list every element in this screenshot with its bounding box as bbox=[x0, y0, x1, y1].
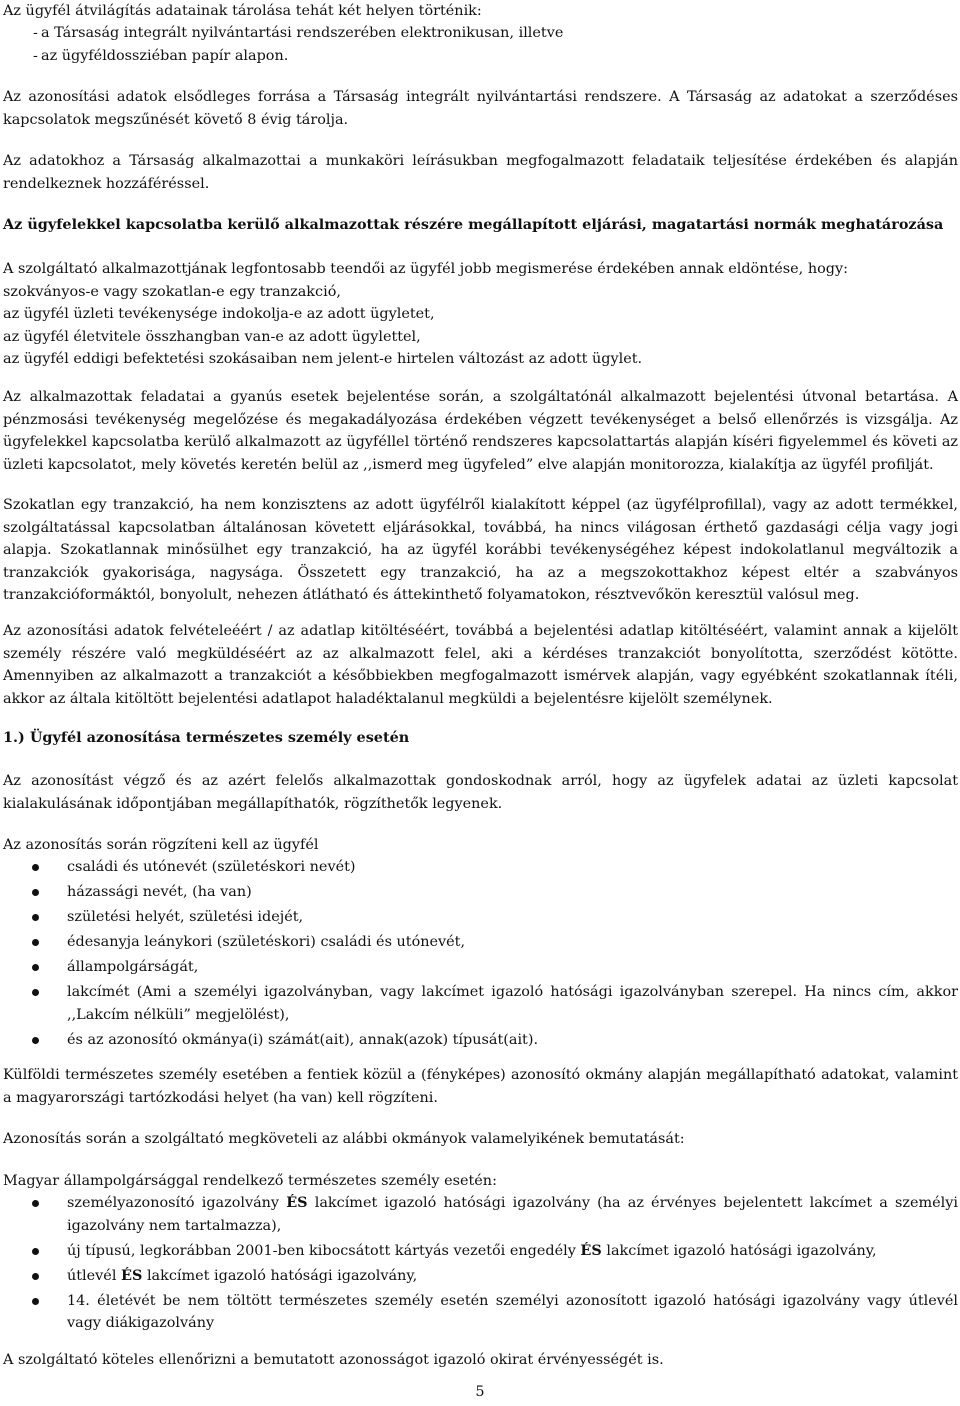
list-item: állampolgárságát, bbox=[0, 956, 958, 979]
list-item: lakcímét (Ami a személyi igazolványban, vagy lakcímet igazoló hatósági igazolványban szerepel. Ha nincs cím, akkor ,,Lakcím nélküli” megjelölést), bbox=[0, 981, 958, 1026]
bullet-icon bbox=[32, 989, 39, 996]
norms-line: az ügyfél életvitele összhangban van-e az adott ügylettel, bbox=[3, 328, 421, 345]
list-item: új típusú, legkorábban 2001-ben kibocsátott kártyás vezetői engedély ÉS lakcímet igazoló hatósági igazolvány, bbox=[0, 1240, 958, 1263]
hungarian-citizen-lead: Magyar állampolgársággal rendelkező természetes személy esetén: bbox=[3, 1173, 497, 1189]
foreign-person-paragraph: Külföldi természetes személy esetében a fentiek közül a (fényképes) azonosító okmány alapján megállapítható adatokat, valamint a magyarországi tartózkodási helyet (ha van) kell rögzíteni. bbox=[3, 1067, 958, 1106]
bullet-icon bbox=[32, 939, 39, 946]
bullet-icon bbox=[32, 889, 39, 896]
list-item: házassági nevét, (ha van) bbox=[0, 881, 958, 904]
norms-line: az ügyfél eddigi befektetési szokásaiban nem jelent-e hirtelen változást az adott ügylet. bbox=[3, 351, 643, 368]
bullet-icon bbox=[32, 914, 39, 921]
intro-lead: Az ügyfél átvilágítás adatainak tárolása tehát két helyen történik: bbox=[3, 3, 482, 19]
bullet-icon bbox=[32, 1273, 39, 1280]
bullet-icon bbox=[32, 1200, 39, 1207]
norms-block bbox=[3, 258, 958, 371]
list-item: személyazonosító igazolvány ÉS lakcímet igazoló hatósági igazolvány (ha az érvényes bejelentett lakcímet a személyi igazolvány nem tartalmazza), bbox=[0, 1192, 958, 1237]
duties-paragraph: Az alkalmazottak feladatai a gyanús esetek bejelentése során, a szolgáltatónál alkalmazott bejelentési útvonal betartása. A pénzmosási tevékenység megelőzése és megakadályozása érdekében végzett tevékenységet a belső ellenőrzés is vizsgálja. Az ügyfelekkel kapcsolatba kerülő alkalmazott az ügyféllel történő rendszeres kapcsolattartás alapján kíséri figyelemmel és követi az üzleti kapcsolatot, mely követés keretén belül az ,,ismerd meg ügyfeled” elve alapján monitorozza, kialakítja az ügyfél profilját. bbox=[3, 389, 958, 473]
bullet-icon bbox=[32, 1037, 39, 1044]
norms-heading: Az ügyfelekkel kapcsolatba kerülő alkalmazottak részére megállapított eljárási, magatartási normák meghatározása bbox=[3, 216, 944, 233]
page-number: 5 bbox=[475, 1384, 485, 1400]
dash-item: - az ügyféldossziéban papír alapon. bbox=[33, 47, 289, 64]
storage-dash-list bbox=[3, 22, 958, 67]
documents-list bbox=[0, 1192, 958, 1338]
record-lead: Az azonosítás során rögzíteni kell az ügyfél bbox=[3, 837, 319, 853]
dash-item: - a Társaság integrált nyilvántartási rendszerében elektronikusan, illetve bbox=[33, 25, 564, 41]
natural-person-heading: 1.) Ügyfél azonosítása természetes személy esetén bbox=[3, 729, 410, 746]
access-paragraph: Az adatokhoz a Társaság alkalmazottai a munkaköri leírásukban megfogalmazott feladataik teljesítése érdekében és alapján rendelkeznek hozzáféréssel. bbox=[3, 153, 958, 192]
verify-paragraph: A szolgáltató köteles ellenőrizni a bemutatott azonosságot igazoló okirat érvényességét is. bbox=[3, 1352, 664, 1368]
list-item: és az azonosító okmánya(i) számát(ait), annak(azok) típusát(ait). bbox=[0, 1029, 958, 1052]
norms-line: szokványos-e vagy szokatlan-e egy tranzakció, bbox=[3, 283, 341, 300]
forms-paragraph: Az azonosítási adatok felvételeéért / az adatlap kitöltéséért, továbbá a bejelentési adatlap kitöltéséért, valamint annak a kijelölt személy részére való megküldéséért az az alkalmazott felel, aki a kérdéses tranzakciót bonyolította, szerződést kötötte. Amennyiben az alkalmazott a tranzakciót a későbbiekben megfogalmazott ismérvek alapján, vagy egyébként szokatlannak ítéli, akkor az általa kitöltött bejelentési adatlapot haladéktalanul megküldi a bejelentésre kijelölt személynek. bbox=[3, 623, 958, 707]
record-list bbox=[0, 856, 958, 1054]
responsible-paragraph: Az azonosítást végző és az azért felelős alkalmazottak gondoskodnak arról, hogy az ügyfelek adatai az üzleti kapcsolat kialakulásának időpontjában megállapíthatók, rögzíthetők legyenek. bbox=[3, 773, 958, 812]
bullet-icon bbox=[32, 964, 39, 971]
list-item: születési helyét, születési idejét, bbox=[0, 906, 958, 929]
unusual-transaction-paragraph: Szokatlan egy tranzakció, ha nem konzisztens az adott ügyfélről kialakított képpel (az ügyfélprofillal), vagy az adott termékkel, szolgáltatással kapcsolatban általánosan követett eljárásokkal, továbbá, ha nincs világosan érthető gazdasági célja vagy jogi alapja. Szokatlannak minősülhet egy tranzakció, ha az ügyfél korábbi tevékenységéhez képest indokolatlanul megváltozik a tranzakciók gyakorisága, nagysága. Összetett egy tranzakció, ha az a megszokottakhoz képest eltér a szabványos tranzakcióformáktól, bonyolult, nehezen átlátható és áttekinthető folyamatokon, résztvevőkön keresztül valósul meg. bbox=[3, 497, 958, 604]
storage-paragraph: Az azonosítási adatok elsődleges forrása a Társaság integrált nyilvántartási rendszere. A Társaság az adatokat a szerződéses kapcsolatok megszűnését követő 8 évig tárolja. bbox=[3, 89, 958, 128]
list-item: családi és utónevét (születéskori nevét) bbox=[0, 856, 958, 879]
list-item: 14. életévét be nem töltött természetes személy esetén személyi azonosított igazoló hatósági igazolvány vagy útlevél vagy diákigazolvány bbox=[0, 1290, 958, 1335]
bullet-icon bbox=[32, 1248, 39, 1255]
list-item: édesanyja leánykori (születéskori) családi és utónevét, bbox=[0, 931, 958, 954]
documents-lead: Azonosítás során a szolgáltató megköveteli az alábbi okmányok valamelyikének bemutatását: bbox=[3, 1131, 685, 1147]
list-item: útlevél ÉS lakcímet igazoló hatósági igazolvány, bbox=[0, 1265, 958, 1288]
norms-line: az ügyfél üzleti tevékenysége indokolja-e az adott ügyletet, bbox=[3, 306, 435, 323]
bullet-icon bbox=[32, 1298, 39, 1305]
bullet-icon bbox=[32, 864, 39, 871]
norms-line: A szolgáltató alkalmazottjának legfontosabb teendői az ügyfél jobb megismerése érdekében annak eldöntése, hogy: bbox=[3, 261, 848, 277]
